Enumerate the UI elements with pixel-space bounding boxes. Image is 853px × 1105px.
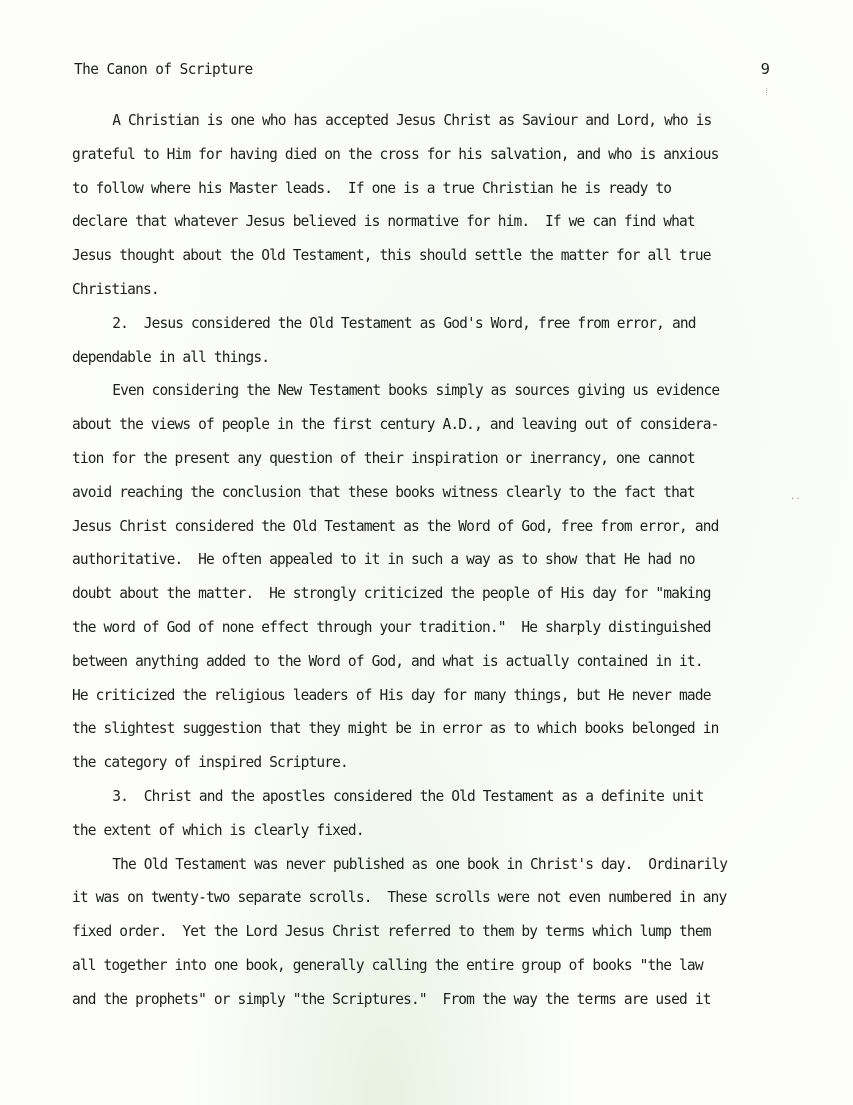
page-number: 9 xyxy=(760,60,770,78)
section-heading-point-2 xyxy=(72,310,792,378)
text-line: the word of God of none effect through your tradition." He sharply distinguished xyxy=(72,617,711,636)
text-line: fixed order. Yet the Lord Jesus Christ referred to them by terms which lump them xyxy=(72,922,711,941)
text-line: declare that whatever Jesus believed is normative for him. If we can find what xyxy=(72,212,695,231)
text-line: The Old Testament was never published as one book in Christ's day. Ordinarily xyxy=(112,854,728,873)
text-line: between anything added to the Word of God, and what is actually contained in it. xyxy=(72,651,703,670)
text-line: tion for the present any question of their inspiration or inerrancy, one cannot xyxy=(72,448,695,467)
document-body xyxy=(72,107,792,1020)
running-title: The Canon of Scripture xyxy=(74,60,253,78)
text-line: and the prophets" or simply "the Scriptures." From the way the terms are used it xyxy=(72,989,711,1008)
text-line: He criticized the religious leaders of His day for many things, but He never made xyxy=(72,685,711,704)
scan-speck: .. xyxy=(790,492,801,502)
paragraph-point-2-body xyxy=(72,377,792,783)
paragraph-point-3-body xyxy=(72,851,792,1020)
text-line: authoritative. He often appealed to it in such a way as to show that He had no xyxy=(72,550,695,569)
scan-speck: ⁞ xyxy=(764,88,770,98)
text-line: Jesus thought about the Old Testament, this should settle the matter for all true xyxy=(72,246,711,265)
text-line: Even considering the New Testament books simply as sources giving us evidence xyxy=(112,381,720,400)
section-heading-point-3 xyxy=(72,783,792,851)
paragraph-christian-definition xyxy=(72,107,792,310)
text-line: avoid reaching the conclusion that these books witness clearly to the fact that xyxy=(72,482,695,501)
text-line: 2. Jesus considered the Old Testament as God's Word, free from error, and xyxy=(112,313,696,332)
text-line: doubt about the matter. He strongly criticized the people of His day for "making xyxy=(72,584,711,603)
text-line: A Christian is one who has accepted Jesus Christ as Saviour and Lord, who is xyxy=(112,111,712,129)
text-line: grateful to Him for having died on the cross for his salvation, and who is anxious xyxy=(72,144,719,163)
text-line: dependable in all things. xyxy=(72,347,270,366)
page-header xyxy=(74,60,774,82)
text-line: it was on twenty-two separate scrolls. These scrolls were not even numbered in any xyxy=(72,888,727,907)
text-line: Jesus Christ considered the Old Testament as the Word of God, free from error, and xyxy=(72,516,719,535)
text-line: Christians. xyxy=(72,279,159,298)
text-line: the category of inspired Scripture. xyxy=(72,753,348,772)
text-line: all together into one book, generally calling the entire group of books "the law xyxy=(72,955,703,974)
text-line: about the views of people in the first century A.D., and leaving out of considera- xyxy=(72,415,719,434)
text-line: the slightest suggestion that they might be in error as to which books belonged in xyxy=(72,719,719,738)
text-line: to follow where his Master leads. If one is a true Christian he is ready to xyxy=(72,178,672,197)
text-line: the extent of which is clearly fixed. xyxy=(72,820,364,839)
text-line: 3. Christ and the apostles considered the Old Testament as a definite unit xyxy=(112,786,704,805)
